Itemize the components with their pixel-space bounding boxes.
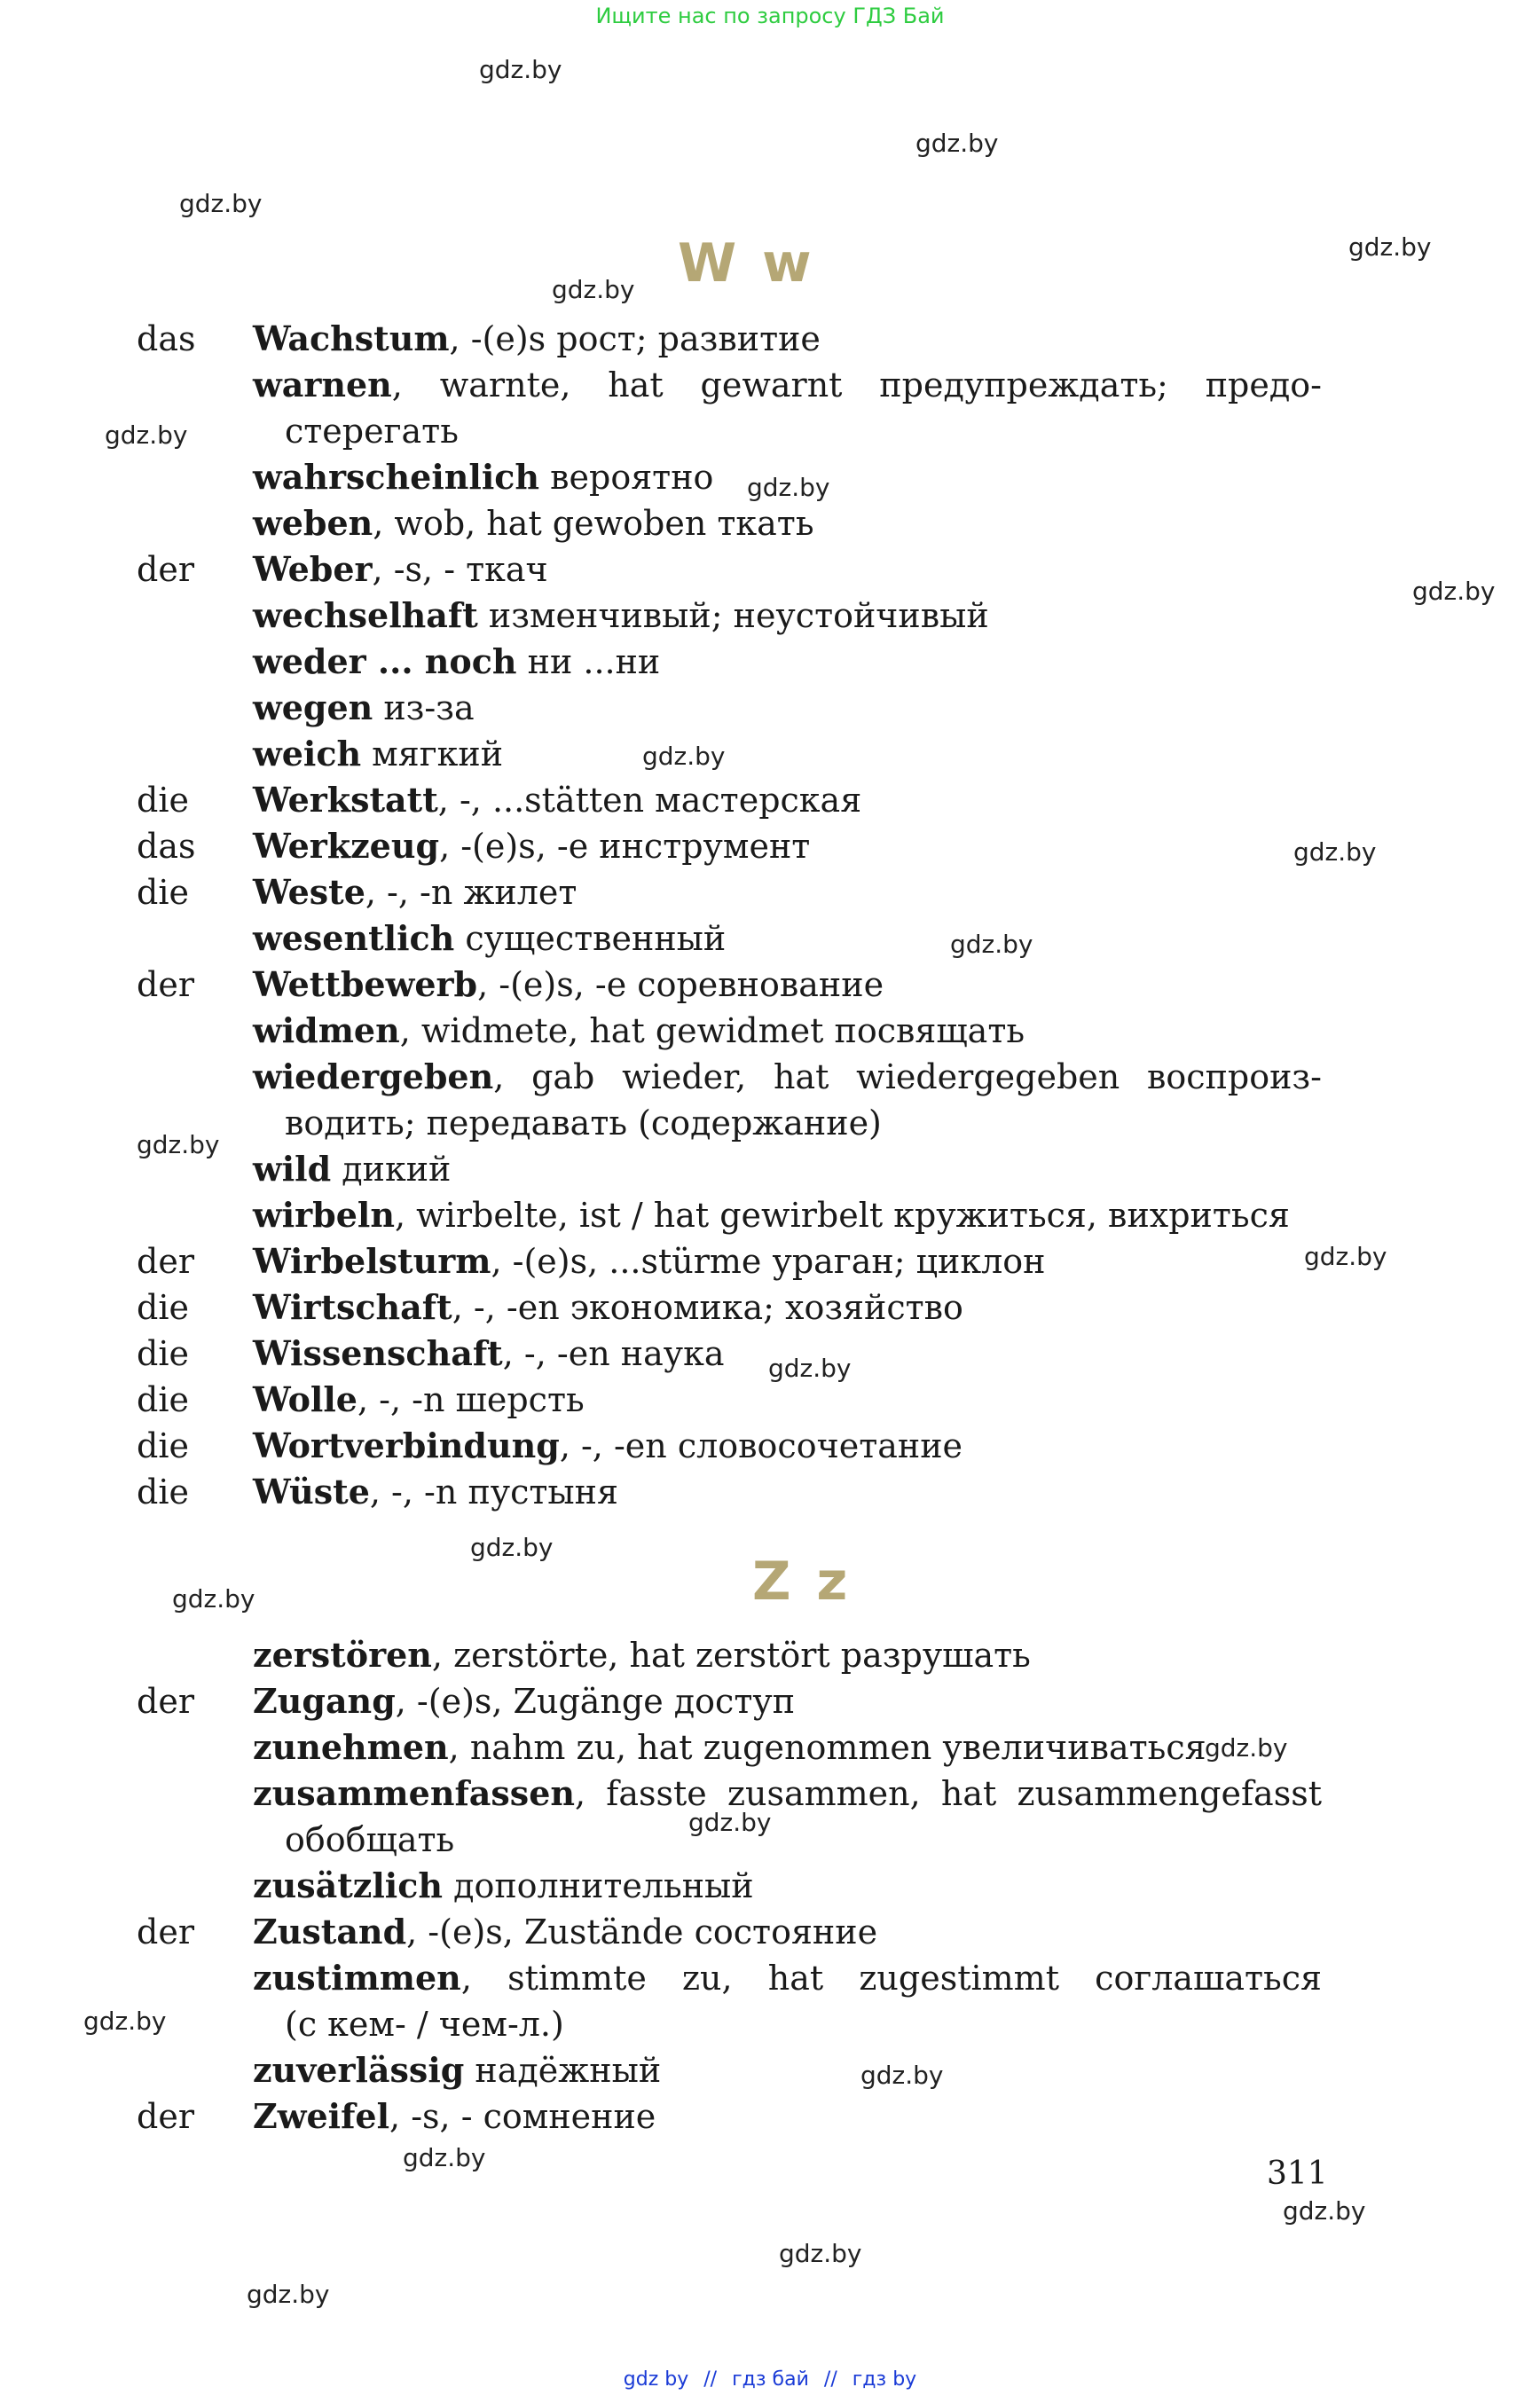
definition: , -, -en экономика; хозяйство xyxy=(452,1288,963,1327)
headword: wesentlich xyxy=(253,918,455,958)
entry-body xyxy=(253,2047,1322,2093)
entry-body xyxy=(253,1771,1322,1863)
headword: wirbeln xyxy=(253,1195,395,1235)
watermark-text: gdz.by xyxy=(779,2239,862,2268)
definition: вероятно xyxy=(539,458,714,497)
entry-body xyxy=(253,1008,1322,1054)
headword: weder ... noch xyxy=(253,641,517,681)
entry-line xyxy=(253,1472,618,1512)
definition: , -s, - ткач xyxy=(372,550,548,589)
headword: Weber xyxy=(253,549,373,589)
entry-body xyxy=(253,1238,1322,1284)
entry-line xyxy=(253,781,861,820)
section-heading-w: W w xyxy=(678,232,815,294)
article: der xyxy=(137,550,194,589)
entry-line xyxy=(253,1150,451,1189)
article: die xyxy=(137,1472,189,1512)
entry-body xyxy=(253,1423,1322,1469)
definition: , gab wieder, hat wiedergegeben воспроиз- xyxy=(493,1057,1322,1096)
entry-line xyxy=(253,1380,585,1419)
watermark-text: gdz.by xyxy=(105,420,188,450)
footer-separator: // xyxy=(823,2368,837,2391)
entry-body xyxy=(253,915,1322,962)
entry-line xyxy=(253,1682,795,1721)
headword: Weste xyxy=(253,872,365,912)
definition: мягкий xyxy=(361,734,504,774)
headword: wiedergeben xyxy=(253,1056,494,1096)
entry-body xyxy=(253,1678,1322,1724)
definition: , zerstörte, hat zerstört разрушать xyxy=(431,1636,1031,1675)
definition: ни ...ни xyxy=(516,642,661,681)
headword: Zweifel xyxy=(253,2096,390,2136)
headword: widmen xyxy=(253,1010,400,1050)
entry-line xyxy=(253,827,810,866)
entry-line xyxy=(253,1334,725,1373)
definition: , -(e)s, Zugänge доступ xyxy=(395,1682,796,1721)
headword: Wirtschaft xyxy=(253,1287,452,1327)
definition: дикий xyxy=(331,1150,452,1189)
headword: Wirbelsturm xyxy=(253,1241,491,1281)
article: der xyxy=(137,965,194,1004)
entry-body xyxy=(253,639,1322,685)
watermark-text: gdz.by xyxy=(1293,837,1377,867)
watermark-text: gdz.by xyxy=(915,129,999,158)
definition: , -(e)s, -e соревнование xyxy=(477,965,884,1004)
definition: , -, ...stätten мастерская xyxy=(437,781,862,820)
watermark-text: gdz.by xyxy=(552,275,635,304)
definition-continuation: обобщать xyxy=(285,1820,455,1859)
headword: warnen xyxy=(253,365,392,404)
headword: weben xyxy=(253,503,373,543)
top-banner: Ищите нас по запросу ГДЗ Бай xyxy=(595,4,945,28)
entry-line xyxy=(253,1196,1290,1235)
entry-line xyxy=(253,965,884,1004)
headword: zuverlässig xyxy=(253,2050,465,2090)
entry-line xyxy=(253,1242,1045,1281)
headword: Werkzeug xyxy=(253,826,440,866)
headword: Wettbewerb xyxy=(253,964,478,1004)
watermark-text: gdz.by xyxy=(950,930,1033,959)
headword: Zugang xyxy=(253,1681,396,1721)
entry-line xyxy=(253,919,726,958)
article: die xyxy=(137,873,189,912)
entry-line xyxy=(253,362,1322,408)
watermark-text: gdz.by xyxy=(172,1584,255,1614)
entry-line xyxy=(253,504,814,543)
definition: , wob, hat gewoben ткать xyxy=(373,504,814,543)
watermark-text: gdz.by xyxy=(860,2061,944,2090)
watermark-text: gdz.by xyxy=(768,1354,852,1383)
entry-body xyxy=(253,546,1322,593)
headword: Werkstatt xyxy=(253,780,438,820)
article: die xyxy=(137,1288,189,1327)
watermark-text: gdz.by xyxy=(247,2280,330,2309)
entry-line xyxy=(253,458,713,497)
headword: zustimmen xyxy=(253,1958,461,1998)
footer-link-gdz-bai[interactable]: гдз бай xyxy=(732,2368,809,2391)
article: das xyxy=(137,319,196,358)
definition: , fasste zusammen, hat zusammengefasst xyxy=(575,1774,1322,1813)
headword: zunehmen xyxy=(253,1727,449,1767)
entry-body xyxy=(253,685,1322,731)
watermark-text: gdz.by xyxy=(1205,1733,1288,1763)
entry-body xyxy=(253,962,1322,1008)
headword: zusammenfassen xyxy=(253,1773,576,1813)
headword: zerstören xyxy=(253,1635,432,1675)
headword: Wissenschaft xyxy=(253,1333,503,1373)
footer-links xyxy=(0,2368,1540,2391)
headword: wahrscheinlich xyxy=(253,457,540,497)
definition: , wirbelte, ist / hat gewirbelt кружиться, вихриться xyxy=(394,1196,1290,1235)
entry-line xyxy=(253,1288,963,1327)
definition: , -(e)s, ...stürme ураган; циклон xyxy=(491,1242,1046,1281)
entry-body xyxy=(253,593,1322,639)
entry-body xyxy=(253,1469,1322,1515)
entry-body xyxy=(253,1955,1322,2047)
entry-line xyxy=(253,734,503,774)
headword: Zustand xyxy=(253,1912,407,1951)
definition: , nahm zu, hat zugenommen увеличиваться xyxy=(448,1728,1206,1767)
watermark-text: gdz.by xyxy=(403,2143,486,2172)
watermark-text: gdz.by xyxy=(1412,577,1496,606)
footer-separator: // xyxy=(703,2368,718,2391)
entry-body xyxy=(253,316,1322,362)
entry-body xyxy=(253,1632,1322,1678)
entry-line xyxy=(253,550,548,589)
article: die xyxy=(137,781,189,820)
watermark-text: gdz.by xyxy=(1348,232,1432,262)
entry-body xyxy=(253,1146,1322,1192)
entry-body xyxy=(253,1192,1322,1238)
definition: , -, -n шерсть xyxy=(357,1380,585,1419)
entry-line xyxy=(253,1426,962,1465)
watermark-text: gdz.by xyxy=(1304,1242,1387,1271)
entry-line xyxy=(253,1054,1322,1100)
definition: из-за xyxy=(373,688,475,727)
entry-line xyxy=(253,1771,1322,1817)
entry-body xyxy=(253,869,1322,915)
watermark-text: gdz.by xyxy=(83,2006,167,2036)
headword: zusätzlich xyxy=(253,1865,443,1905)
article: die xyxy=(137,1334,189,1373)
headword: Wachstum xyxy=(253,318,450,358)
entry-line xyxy=(253,1955,1322,2001)
article: der xyxy=(137,1242,194,1281)
entry-body xyxy=(253,1284,1322,1331)
article: die xyxy=(137,1426,189,1465)
headword: Wolle xyxy=(253,1379,358,1419)
definition-continuation: (с кем- / чем-л.) xyxy=(285,2005,564,2044)
definition-continuation: водить; передавать (содержание) xyxy=(285,1103,882,1143)
article: der xyxy=(137,1682,194,1721)
definition: , -s, - сомнение xyxy=(389,2097,656,2136)
definition: дополнительный xyxy=(443,1866,754,1905)
entry-body xyxy=(253,2093,1322,2140)
entry-line xyxy=(253,596,989,635)
headword: wegen xyxy=(253,687,373,727)
entry-line xyxy=(253,642,660,681)
entry-body xyxy=(253,1377,1322,1423)
page-number: 311 xyxy=(1267,2156,1328,2192)
definition: существенный xyxy=(454,919,727,958)
definition: , -, -n пустыня xyxy=(369,1472,618,1512)
definition: изменчивый; неустойчивый xyxy=(477,596,989,635)
definition: , -(e)s, -e инструмент xyxy=(439,827,811,866)
article: die xyxy=(137,1380,189,1419)
entry-line xyxy=(253,2051,661,2090)
definition: надёжный xyxy=(464,2051,662,2090)
article: der xyxy=(137,1912,194,1951)
watermark-text: gdz.by xyxy=(1283,2196,1366,2226)
headword: wechselhaft xyxy=(253,595,478,635)
watermark-text: gdz.by xyxy=(479,55,562,84)
watermark-text: gdz.by xyxy=(137,1130,220,1159)
entry-body xyxy=(253,362,1322,454)
definition: , -, -en наука xyxy=(502,1334,725,1373)
entry-line xyxy=(253,1728,1206,1767)
entry-line xyxy=(253,688,475,727)
entry-body xyxy=(253,1724,1322,1771)
watermark-text: gdz.by xyxy=(642,742,726,771)
watermark-text: gdz.by xyxy=(179,189,263,218)
definition: , -(e)s, Zustände состояние xyxy=(406,1912,878,1951)
entry-body xyxy=(253,777,1322,823)
watermark-text: gdz.by xyxy=(470,1533,554,1562)
entry-line xyxy=(253,1866,754,1905)
watermark-text: gdz.by xyxy=(747,473,830,502)
entry-line xyxy=(253,2097,656,2136)
entry-body xyxy=(253,731,1322,777)
entry-body xyxy=(253,1054,1322,1146)
watermark-text: gdz.by xyxy=(688,1808,772,1837)
entry-body xyxy=(253,1909,1322,1955)
definition: , -, -en словосочетание xyxy=(559,1426,963,1465)
article: der xyxy=(137,2097,194,2136)
entry-line xyxy=(253,319,821,358)
section-heading-z: Z z xyxy=(752,1551,852,1613)
entry-line xyxy=(253,1011,1025,1050)
entry-line xyxy=(253,1636,1031,1675)
definition: , stimmte zu, hat zugestimmt соглашаться xyxy=(460,1959,1322,1998)
definition: , -(e)s рост; развитие xyxy=(449,319,821,358)
headword: Wüste xyxy=(253,1472,370,1512)
definition: , widmete, hat gewidmet посвящать xyxy=(399,1011,1025,1050)
footer-link-gdz-by[interactable]: gdz by xyxy=(623,2368,689,2391)
footer-link-gdz-by-ru[interactable]: гдз by xyxy=(852,2368,917,2391)
entry-line xyxy=(253,1912,877,1951)
definition-continuation: стерегать xyxy=(285,412,459,451)
entry-body xyxy=(253,823,1322,869)
headword: Wortverbindung xyxy=(253,1425,560,1465)
definition: , warnte, hat gewarnt предупреждать; предо- xyxy=(391,365,1322,404)
entry-line xyxy=(253,873,577,912)
definition: , -, -n жилет xyxy=(365,873,578,912)
entry-body xyxy=(253,1863,1322,1909)
article: das xyxy=(137,827,196,866)
headword: wild xyxy=(253,1149,332,1189)
entry-body xyxy=(253,500,1322,546)
headword: weich xyxy=(253,734,362,774)
